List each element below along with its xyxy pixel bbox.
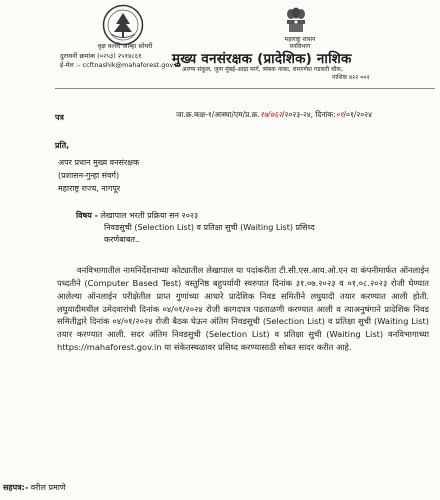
- forest-department-emblem-icon: [102, 4, 144, 46]
- subject-line-2: निवडसुची (Selection List) व प्रतिक्षा सुची (Waiting List) प्रसिध्द: [104, 223, 315, 232]
- subject-line-3: करणेबाबत..: [104, 235, 141, 244]
- patra-label: पत्र: [55, 113, 64, 122]
- address-line-2: नाशिक ४२२ ००२: [332, 73, 370, 81]
- recipient-line: (प्रशासन-गुन्हा संवर्ग): [58, 171, 120, 180]
- ref-prefix: जा.क्र.कक्ष-१/आस्था/एम/प्र.क्र.: [176, 110, 260, 119]
- subject-label: विषय -: [76, 211, 98, 220]
- office-address: [182, 66, 432, 81]
- ref-mid: /२०२३-२४, दिनांक:: [282, 110, 336, 119]
- recipient-block: [58, 156, 139, 195]
- reference-number: [176, 110, 372, 120]
- ref-handwritten-date: ०१: [335, 110, 344, 119]
- phone-number: दुरध्वनी क्रमांक (०२५३) २५१४८६१: [60, 52, 142, 60]
- ref-handwritten-number: १७/७६२: [259, 110, 282, 119]
- email-address: ई-मेल :- ccftnashik@mahaforest.gov.in: [60, 61, 181, 69]
- gov-line-2: वनविभाग: [289, 43, 311, 50]
- government-label: [270, 36, 330, 50]
- office-title: मुख्य वनसंरक्षक (प्रादेशिक) नाशिक: [172, 51, 352, 67]
- ref-suffix: /०१/२०२४: [343, 110, 372, 119]
- prati-label: प्रति,: [55, 141, 70, 150]
- header-divider: [55, 88, 435, 89]
- letter-body: वनविभागातील नामनिर्देशनाच्या कोट्यातील लेखापाल या पदांकरीता टी.सी.एस.आय.ओ.एन या कंपनीमार्फत ऑनलाईन पध्दतीने (Computer Based Test) वस्तुनिष्ठ बहुपर्यायी स्वरुपात दिनांक ३१.०७.२०२३ व ०१.०८.२०२३ रोजी घेण्यात आलेल्या ऑनलाईन परीक्षेतील प्राप्त गुणांच्या आधारे प्रादेशिक निवड समितीने लघुयादी तयार करण्यात आली होती. लघुयादीमधील उमेदवारांची दिनांक ०४/०१/२०२४ रोजी कागदपत्र पडताळणी करण्यात आली व त्याअनुषंगाने प्रादेशिक निवड समितीद्वारे दिनांक ०४/०१/२०२४ रोजी बैठक घेऊन अंतिम निवडसुची (Selection List) व प्रतिक्षा सुची (Waiting List) तयार करण्यात आली. सदर अंतिम निवडसुची (Selection List) व प्रतिक्षा सुची (Waiting List) वनविभागाच्या https://mahaforest.gov.in या संकेतस्थळावर प्रसिध्द करण्यासाठी सोबत सादर करीत आहे.: [57, 265, 429, 353]
- enclosure-text: वरील प्रमाणे: [30, 483, 66, 492]
- subject-line-1: लेखापाल भरती प्रक्रिया सन २०२३: [100, 211, 199, 220]
- enclosure-line: [3, 482, 66, 493]
- state-emblem-icon: [284, 6, 308, 36]
- gov-line-1: महाराष्ट्र शासन: [284, 36, 316, 43]
- address-line-1: अरण्य संकुल, जुना मुंबई-आग्रा मार्ग, त्र्यंबक नाका, रामगणेश गडकरी चौक,: [182, 66, 343, 73]
- emblem-tagline: वृक्ष वल्ली आम्हा सोयरी: [97, 42, 153, 50]
- subject-block: [76, 210, 426, 246]
- recipient-line: महाराष्ट्र राज्य, नागपूर: [58, 184, 121, 193]
- recipient-line: अपर प्रधान मुख्य वनसंरक्षक: [58, 158, 140, 167]
- enclosure-label: सहपत्र:-: [3, 483, 29, 492]
